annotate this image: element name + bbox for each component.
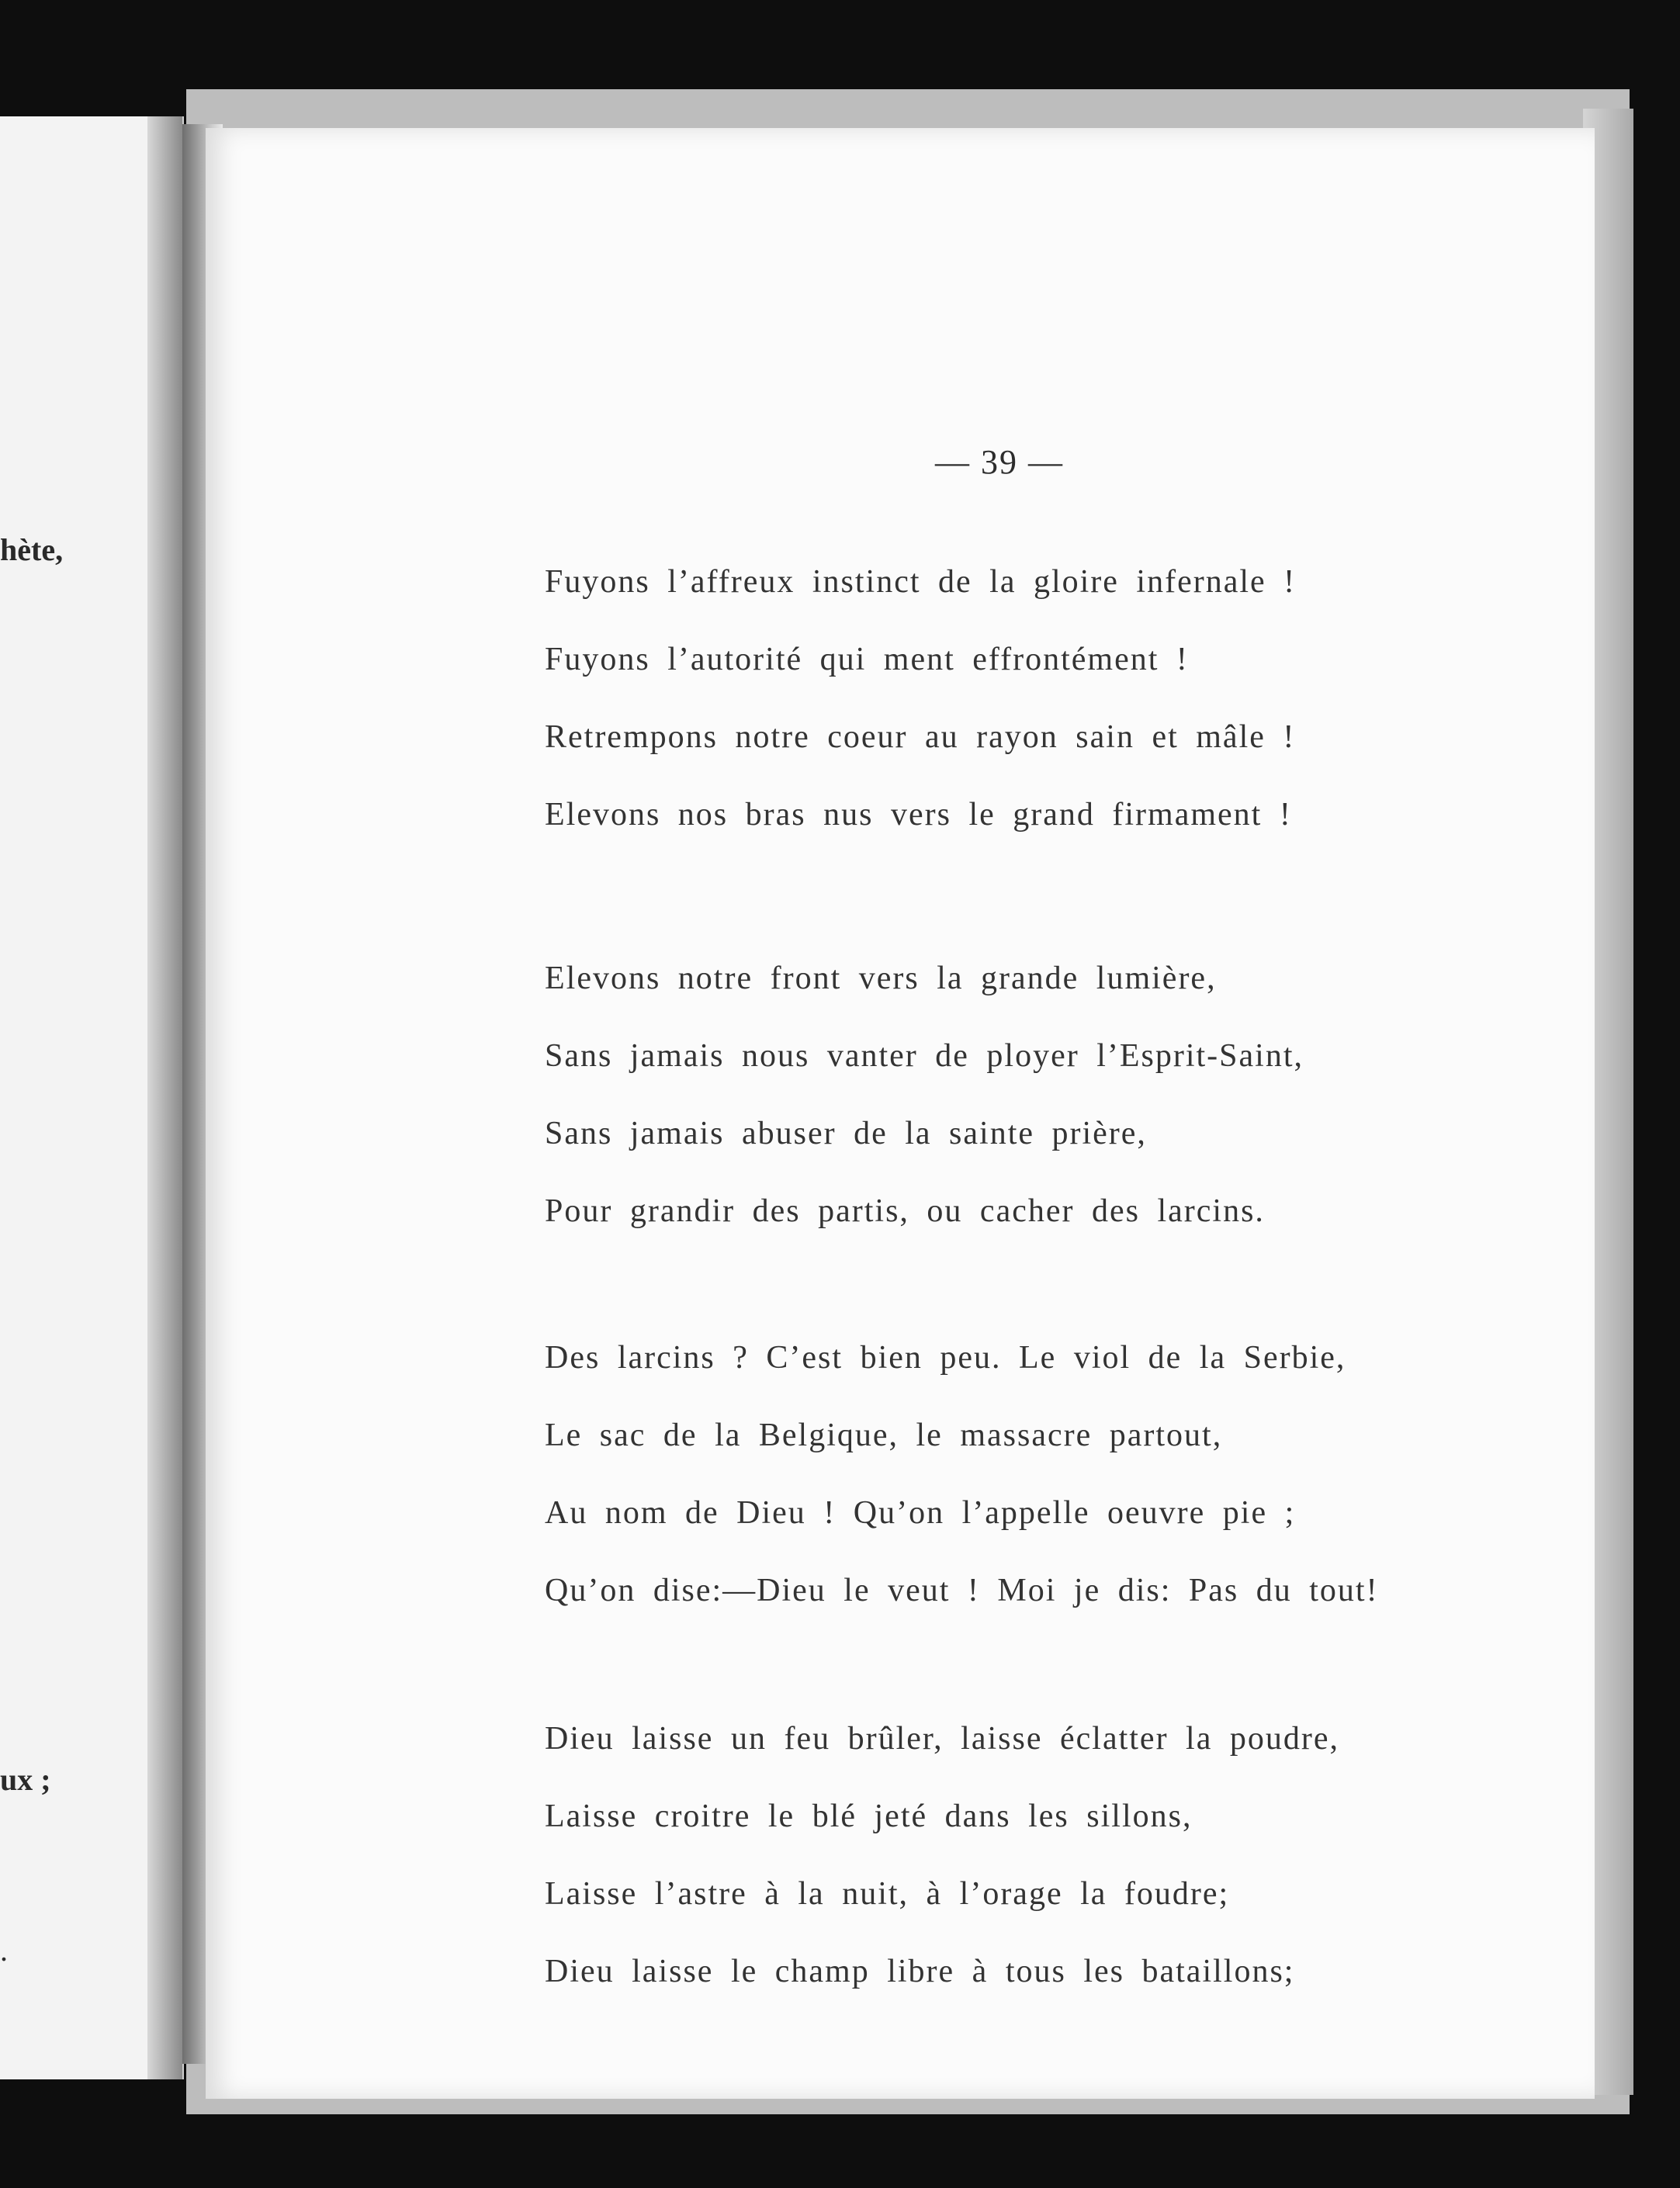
verse-line: Qu’on dise:—Dieu le veut ! Moi je dis: Pas du tout! [545,1573,1379,1608]
verse-line: Fuyons l’autorité qui ment effrontément ! [545,642,1189,677]
page-gutter-shadow [147,116,182,2079]
verse-line: Pour grandir des partis, ou cacher des larcins. [545,1193,1265,1229]
verse-line: Des larcins ? C’est bien peu. Le viol de la Serbie, [545,1340,1346,1376]
page [206,128,1595,2099]
verse-line: Elevons notre front vers la grande lumière, [545,961,1217,996]
verse-line: Retrempons notre coeur au rayon sain et mâle ! [545,719,1296,755]
verse-line: Dieu laisse le champ libre à tous les bataillons; [545,1954,1295,1989]
verse-line: Fuyons l’affreux instinct de la gloire infernale ! [545,564,1297,600]
stanza [545,940,1304,1250]
verse-line: Le sac de la Belgique, le massacre partout, [545,1418,1223,1453]
verse-line: Sans jamais abuser de la sainte prière, [545,1116,1147,1151]
verse-line: Elevons nos bras nus vers le grand firmament ! [545,797,1292,833]
verse-line: Laisse croitre le blé jeté dans les sillons, [545,1799,1193,1834]
verse-line: Au nom de Dieu ! Qu’on l’appelle oeuvre pie ; [545,1495,1296,1531]
previous-page-fragment: ux ; [0,1762,51,1797]
verse-line: Laisse l’astre à la nuit, à l’orage la foudre; [545,1876,1230,1912]
page-number: — 39 — [935,443,1064,481]
stanza [545,1319,1379,1629]
previous-page-fragment: . [0,1933,8,1968]
verse-line: Sans jamais nous vanter de ployer l’Esprit-Saint, [545,1038,1304,1074]
verse-line: Dieu laisse un feu brûler, laisse éclatter la poudre, [545,1721,1339,1757]
stanza [545,1700,1339,2010]
previous-page-fragment: hète, [0,532,64,567]
stanza [545,543,1296,853]
